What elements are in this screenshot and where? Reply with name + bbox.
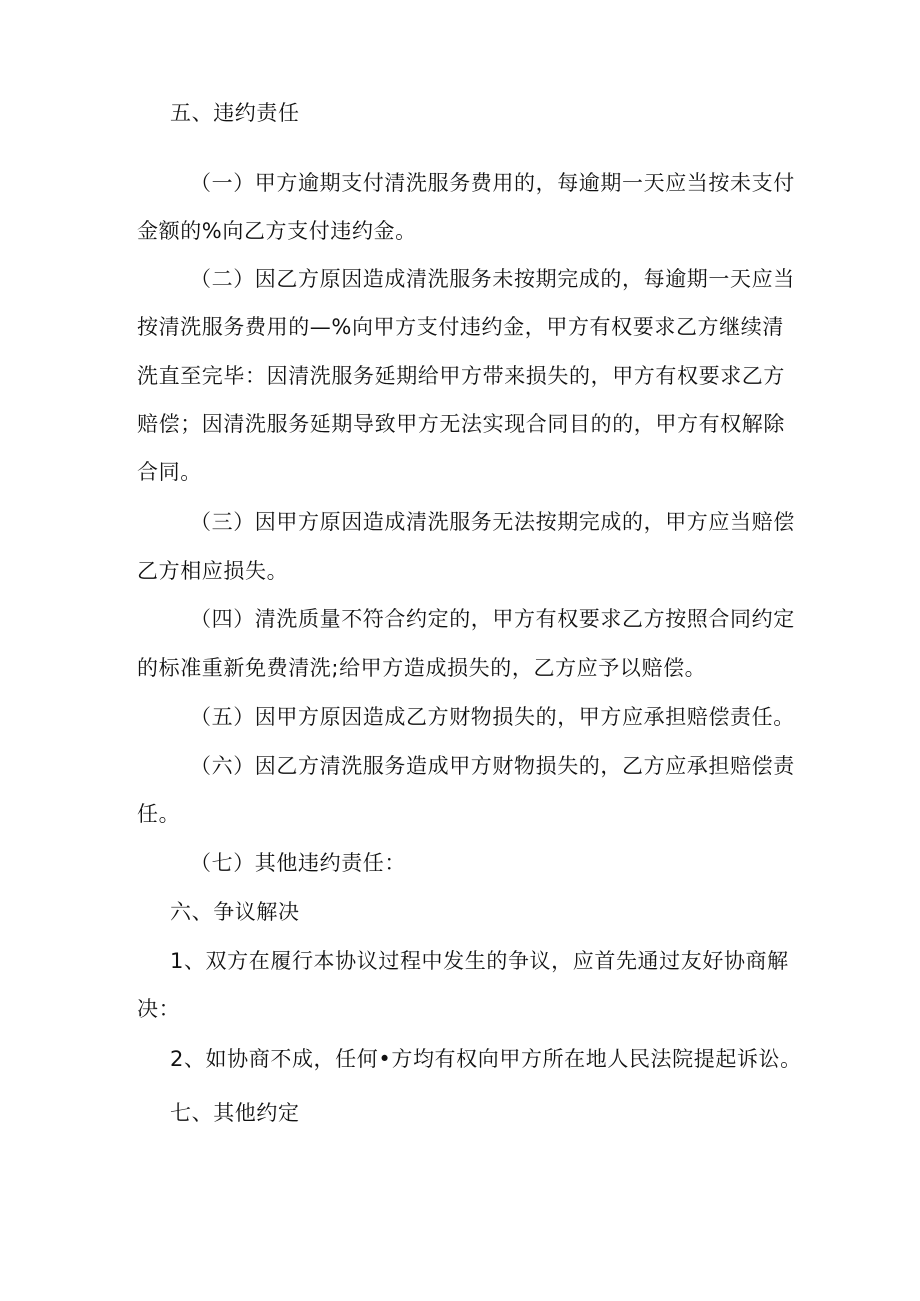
clause-3-line-2: 乙方相应损失。 — [137, 559, 289, 583]
clause-1-line-2: 金额的%向乙方支付违约金。 — [137, 219, 417, 243]
clause-2-line-3: 洗直至完毕：因清洗服务延期给甲方带来损失的，甲方有权要求乙方 — [137, 364, 785, 388]
clause-4-line-2: 的标准重新免费清洗;给甲方造成损失的，乙方应予以赔偿。 — [137, 656, 707, 680]
clause-1-line-1: （一）甲方逾期支付清洗服务费用的，每逾期一天应当按未支付 — [190, 171, 795, 195]
section-5-heading: 五、违约责任 — [170, 101, 300, 125]
clause-2-line-4: 赔偿；因清洗服务延期导致甲方无法实现合同目的的，甲方有权解除 — [137, 412, 785, 436]
section-6-heading: 六、争议解决 — [170, 900, 300, 924]
clause-5-line-1: （五）因甲方原因造成乙方财物损失的，甲方应承担赔偿责任。 — [190, 705, 795, 729]
clause-4-line-1: （四）清洗质量不符合约定的，甲方有权要求乙方按照合同约定 — [190, 607, 795, 631]
clause-2-line-1: （二）因乙方原因造成清洗服务未按期完成的，每逾期一天应当 — [190, 267, 795, 291]
item-1-line-1: 1、双方在履行本协议过程中发生的争议，应首先通过友好协商解 — [170, 949, 789, 973]
section-7-heading: 七、其他约定 — [170, 1101, 300, 1125]
item-1-line-2: 决： — [137, 997, 181, 1021]
item-2-line-1: 2、如协商不成，任何•方均有权向甲方所在地人民法院提起诉讼。 — [170, 1047, 802, 1071]
clause-2-line-5: 合同。 — [137, 460, 202, 484]
clause-6-line-1: （六）因乙方清洗服务造成甲方财物损失的，乙方应承担赔偿责 — [190, 754, 795, 778]
clause-7-line-1: （七）其他违约责任： — [190, 851, 406, 875]
clause-2-line-2: 按清洗服务费用的—%向甲方支付违约金，甲方有权要求乙方继续清 — [137, 315, 784, 339]
clause-3-line-1: （三）因甲方原因造成清洗服务无法按期完成的，甲方应当赔偿 — [190, 510, 795, 534]
clause-6-line-2: 任。 — [137, 802, 181, 826]
